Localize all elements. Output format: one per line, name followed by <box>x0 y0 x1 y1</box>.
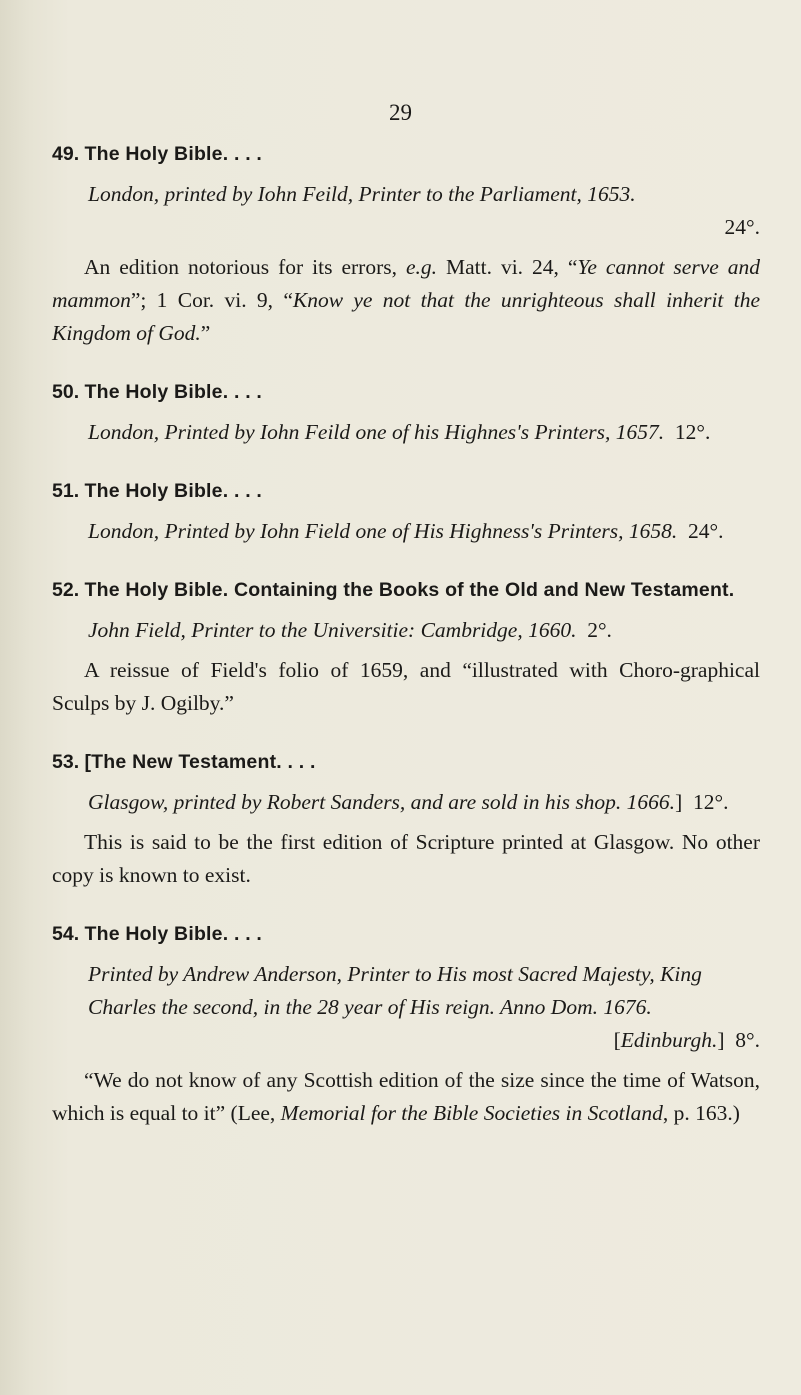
entry-title: [The New Testament. . . . <box>84 751 316 773</box>
entry-format: 2°. <box>587 618 612 642</box>
entry-51 <box>52 474 760 548</box>
entry-imprint: Printed by Andrew Anderson, Printer to His most Sacred Majesty, King Charles the second, in the 28 year of His reign. Anno Dom. 1676. <box>88 962 702 1019</box>
entry-note: An edition notorious for its errors, e.g. Matt. vi. 24, “Ye cannot serve and mammon”; 1 Cor. vi. 9, “Know ye not that the unrighteous shall inherit the Kingdom of God.” <box>52 255 761 345</box>
entry-note: “We do not know of any Scottish edition of the size since the time of Watson, which is equal to it” (Lee, Memorial for the Bible Societies in Scotland, p. 163.) <box>52 1068 760 1125</box>
entry-number: 51. <box>52 480 80 502</box>
entry-format: 8°. <box>735 1028 760 1052</box>
entry-format: 24°. <box>688 519 724 543</box>
entry-imprint: Glasgow, printed by Robert Sanders, and are sold in his shop. 1666. <box>88 790 676 814</box>
entry-title: The Holy Bible. . . . <box>84 480 263 502</box>
entry-number: 50. <box>52 381 80 403</box>
entry-54: 54. The Holy Bible. . . . Printed by Andrew Anderson, Printer to His most Sacred Majesty, King Charles the second, in the 28 year of His reign. Anno Dom. 1676. [Edinburgh.] 8°. “We do not know of any Scottish edition of the size since the time of Watson, which is equal to it” (Lee, Memorial for the Bible Societies in Scotland, p. 163.) <box>52 917 760 1130</box>
catalogue-entries <box>52 137 760 1155</box>
entry-title: The Holy Bible. . . . <box>84 143 263 165</box>
entry-imprint: London, Printed by Iohn Feild one of his Highnes's Printers, 1657. <box>88 420 665 444</box>
entry-number: 52. <box>52 579 80 601</box>
entry-imprint: London, printed by Iohn Feild, Printer to the Parliament, 1653. <box>88 182 636 206</box>
entry-53: 53. [The New Testament. . . . Glasgow, printed by Robert Sanders, and are sold in his shop. 1666.] 12°. This is said to be the first edition of Scripture printed at Glasgow. No other copy is known to exist. <box>52 745 760 892</box>
entry-note: A reissue of Field's folio of 1659, and “illustrated with Choro-graphical Sculps by J. Ogilby.” <box>52 658 760 715</box>
entry-title: The Holy Bible. Containing the Books of the Old and New Testament. <box>84 579 735 601</box>
entry-format: 12°. <box>692 790 729 814</box>
entry-number: 54. <box>52 923 80 945</box>
entry-title: The Holy Bible. . . . <box>84 381 263 403</box>
entry-number: 53. <box>52 751 80 773</box>
entry-49 <box>52 137 760 350</box>
entry-note: This is said to be the first edition of Scripture printed at Glasgow. No other copy is known to exist. <box>52 830 760 887</box>
entry-number: 49. <box>52 143 80 165</box>
entry-format: 24°. <box>724 215 760 239</box>
entry-50 <box>52 375 760 449</box>
entry-imprint: London, Printed by Iohn Field one of His Highness's Printers, 1658. <box>88 519 678 543</box>
entry-place: Edinburgh. <box>620 1028 718 1052</box>
entry-52 <box>52 573 760 720</box>
entry-imprint: John Field, Printer to the Universitie: Cambridge, 1660. <box>88 618 577 642</box>
entry-title: The Holy Bible. . . . <box>84 923 263 945</box>
page-number: 29 <box>389 100 412 125</box>
entry-format: 12°. <box>674 420 711 444</box>
